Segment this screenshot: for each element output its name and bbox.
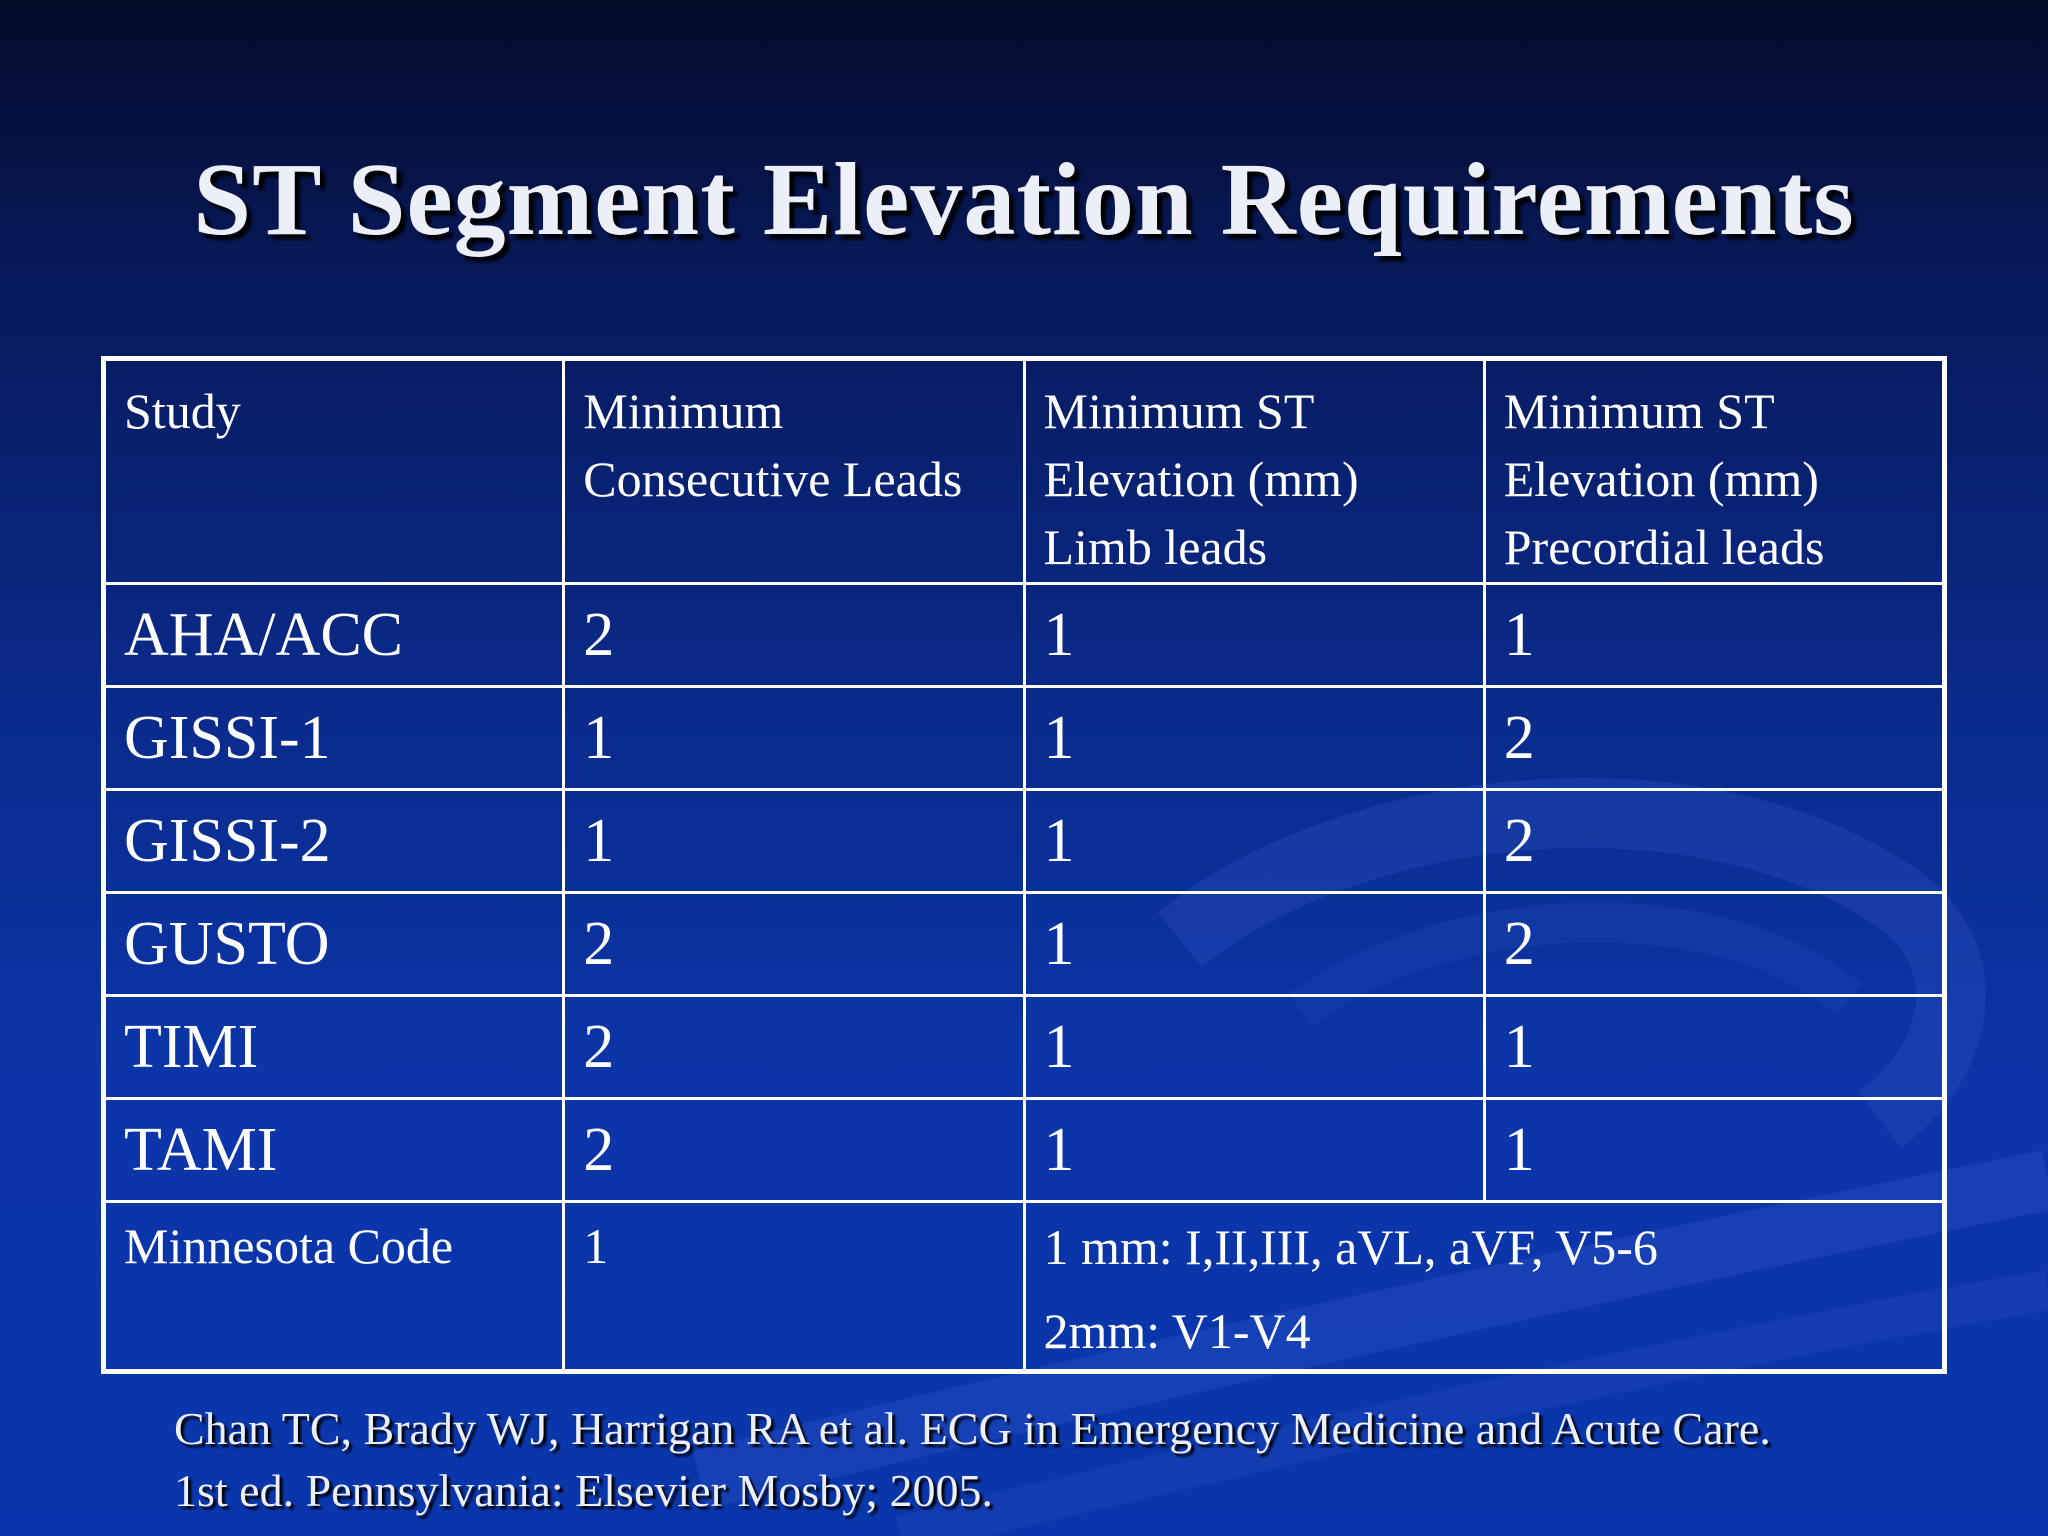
header-precordial-leads: Minimum ST Elevation (mm) Precordial leads: [1484, 359, 1944, 584]
table-row: [104, 790, 1945, 893]
study-cell: GISSI-1: [104, 687, 564, 790]
study-cell: GISSI-2: [104, 790, 564, 893]
elevation-line-1: 1 mm: I,II,III, aVL, aVF, V5-6: [1043, 1219, 1658, 1275]
precordial-cell: 2: [1484, 790, 1944, 893]
leads-cell: 2: [564, 584, 1024, 687]
study-cell: GUSTO: [104, 893, 564, 996]
precordial-cell: 2: [1484, 893, 1944, 996]
limb-cell: 1: [1024, 893, 1484, 996]
precordial-cell: 1: [1484, 996, 1944, 1099]
st-elevation-table: [101, 356, 1947, 1374]
citation: [174, 1398, 1974, 1522]
leads-cell: 1: [564, 1202, 1024, 1372]
leads-cell: 2: [564, 996, 1024, 1099]
table-row: [104, 1099, 1945, 1202]
study-cell: AHA/ACC: [104, 584, 564, 687]
header-limb-leads: Minimum ST Elevation (mm) Limb leads: [1024, 359, 1484, 584]
leads-cell: 1: [564, 687, 1024, 790]
elevation-merged-cell: [1024, 1202, 1945, 1372]
leads-cell: 2: [564, 893, 1024, 996]
limb-cell: 1: [1024, 687, 1484, 790]
limb-cell: 1: [1024, 1099, 1484, 1202]
study-cell: Minnesota Code: [104, 1202, 564, 1372]
limb-cell: 1: [1024, 996, 1484, 1099]
table-header-row: [104, 359, 1945, 584]
precordial-cell: 2: [1484, 687, 1944, 790]
precordial-cell: 1: [1484, 1099, 1944, 1202]
limb-cell: 1: [1024, 584, 1484, 687]
citation-line-1: Chan TC, Brady WJ, Harrigan RA et al. ECG in Emergency Medicine and Acute Care.: [174, 1403, 1771, 1454]
leads-cell: 1: [564, 790, 1024, 893]
study-cell: TIMI: [104, 996, 564, 1099]
study-cell: TAMI: [104, 1099, 564, 1202]
table-row: [104, 584, 1945, 687]
header-study: Study: [104, 359, 564, 584]
slide-title: ST Segment Elevation Requirements: [193, 142, 1855, 257]
leads-cell: 2: [564, 1099, 1024, 1202]
table-row: [104, 687, 1945, 790]
limb-cell: 1: [1024, 790, 1484, 893]
table-row: [104, 893, 1945, 996]
citation-line-2: 1st ed. Pennsylvania: Elsevier Mosby; 2005.: [174, 1465, 993, 1516]
header-consecutive-leads: Minimum Consecutive Leads: [564, 359, 1024, 584]
elevation-line-2: 2mm: V1-V4: [1043, 1303, 1311, 1359]
table-row-minnesota: [104, 1202, 1945, 1372]
table-row: [104, 996, 1945, 1099]
precordial-cell: 1: [1484, 584, 1944, 687]
